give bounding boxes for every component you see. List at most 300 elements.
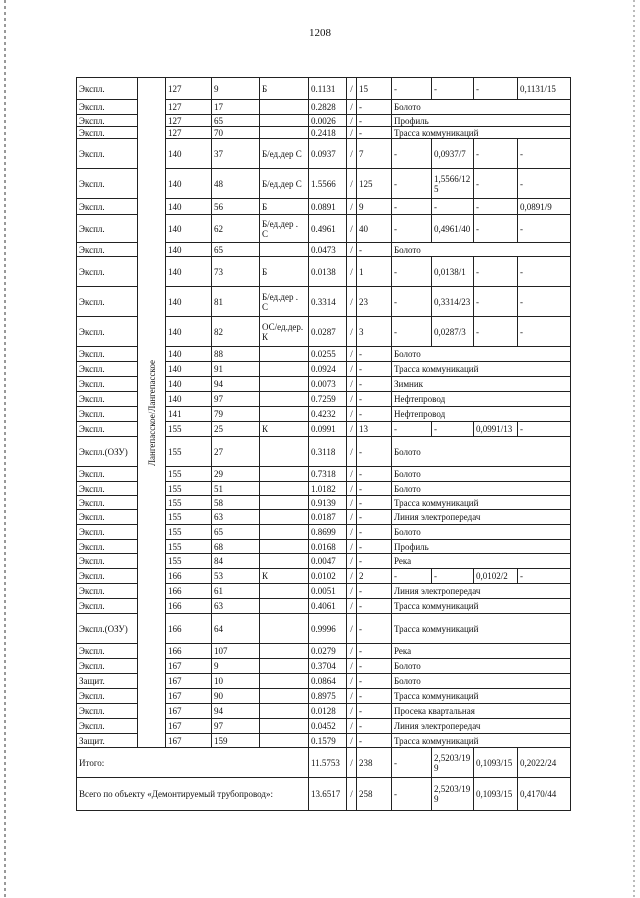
area-cell: 0.0026 xyxy=(309,115,347,127)
total-row-volume-2: 2,5203/199 xyxy=(432,748,474,778)
quarter-cell: 140 xyxy=(166,257,212,287)
separator-cell: / xyxy=(347,482,357,496)
section-cell: 94 xyxy=(212,377,260,392)
volume-cell-4: - xyxy=(518,215,571,243)
species-cell xyxy=(260,525,309,540)
count-cell: - xyxy=(357,525,392,540)
note-cell: Болото xyxy=(392,437,571,467)
separator-cell: / xyxy=(347,215,357,243)
separator-cell: / xyxy=(347,287,357,317)
quarter-cell: 127 xyxy=(166,78,212,100)
separator-cell: / xyxy=(347,115,357,127)
volume-cell-4: - xyxy=(518,169,571,199)
total-row-count: 238 xyxy=(357,748,392,778)
separator-cell: / xyxy=(347,78,357,100)
area-cell: 0.0924 xyxy=(309,362,347,377)
category-cell: Экспл. xyxy=(77,347,138,362)
count-cell: - xyxy=(357,689,392,704)
area-cell: 0.0102 xyxy=(309,569,347,584)
area-cell: 0.7259 xyxy=(309,392,347,407)
area-cell: 0.0891 xyxy=(309,199,347,215)
note-cell: Трасса коммуникаций xyxy=(392,689,571,704)
table-row xyxy=(77,78,571,100)
separator-cell: / xyxy=(347,510,357,525)
quarter-cell: 166 xyxy=(166,644,212,659)
volume-cell-4: 0,0891/9 xyxy=(518,199,571,215)
count-cell: - xyxy=(357,584,392,599)
species-cell xyxy=(260,540,309,554)
section-cell: 159 xyxy=(212,734,260,748)
volume-cell-4: - xyxy=(518,569,571,584)
quarter-cell: 155 xyxy=(166,510,212,525)
total-row-area: 11.5753 xyxy=(309,748,347,778)
species-cell xyxy=(260,377,309,392)
species-cell: Б/ед.дер . С xyxy=(260,287,309,317)
section-cell: 90 xyxy=(212,689,260,704)
species-cell xyxy=(260,362,309,377)
separator-cell: / xyxy=(347,569,357,584)
volume-cell-1: - xyxy=(392,215,432,243)
species-cell xyxy=(260,584,309,599)
quarter-cell: 155 xyxy=(166,554,212,569)
volume-cell-2: - xyxy=(432,422,474,437)
section-cell: 65 xyxy=(212,243,260,257)
category-cell: Экспл. xyxy=(77,704,138,719)
separator-cell: / xyxy=(347,599,357,614)
region-cell xyxy=(138,78,166,748)
quarter-cell: 166 xyxy=(166,569,212,584)
area-cell: 0.8699 xyxy=(309,525,347,540)
volume-cell-3: - xyxy=(474,215,518,243)
species-cell xyxy=(260,644,309,659)
region-label: Лангепасское/Лангепасское xyxy=(146,359,157,466)
species-cell: К xyxy=(260,422,309,437)
quarter-cell: 155 xyxy=(166,525,212,540)
area-cell: 0.2828 xyxy=(309,100,347,115)
species-cell xyxy=(260,614,309,644)
grand-total-row-label: Всего по объекту «Демонтируемый трубопровод»: xyxy=(77,778,309,811)
volume-cell-2: - xyxy=(432,78,474,100)
category-cell: Экспл. xyxy=(77,139,138,169)
quarter-cell: 140 xyxy=(166,287,212,317)
section-cell: 94 xyxy=(212,704,260,719)
quarter-cell: 155 xyxy=(166,482,212,496)
scan-edge-left xyxy=(4,0,6,898)
species-cell xyxy=(260,407,309,422)
species-cell xyxy=(260,704,309,719)
count-cell: - xyxy=(357,115,392,127)
volume-cell-1: - xyxy=(392,199,432,215)
area-cell: 0.1131 xyxy=(309,78,347,100)
count-cell: - xyxy=(357,377,392,392)
quarter-cell: 141 xyxy=(166,407,212,422)
separator-cell: / xyxy=(347,100,357,115)
category-cell: Экспл. xyxy=(77,659,138,674)
quarter-cell: 155 xyxy=(166,496,212,510)
volume-cell-4: 0,1131/15 xyxy=(518,78,571,100)
area-cell: 0.8975 xyxy=(309,689,347,704)
volume-cell-3: - xyxy=(474,199,518,215)
grand-total-row-volume-4: 0,4170/44 xyxy=(518,778,571,811)
section-cell: 27 xyxy=(212,437,260,467)
area-cell: 0.4961 xyxy=(309,215,347,243)
separator-cell: / xyxy=(347,496,357,510)
category-cell: Экспл. xyxy=(77,482,138,496)
separator-cell: / xyxy=(347,347,357,362)
volume-cell-2: 0,0937/7 xyxy=(432,139,474,169)
count-cell: 2 xyxy=(357,569,392,584)
note-cell: Трасса коммуникаций xyxy=(392,496,571,510)
volume-cell-4: - xyxy=(518,139,571,169)
volume-cell-1: - xyxy=(392,78,432,100)
separator-cell: / xyxy=(347,734,357,748)
count-cell: - xyxy=(357,100,392,115)
species-cell xyxy=(260,689,309,704)
note-cell: Болото xyxy=(392,525,571,540)
section-cell: 91 xyxy=(212,362,260,377)
grand-total-row xyxy=(77,778,571,811)
quarter-cell: 127 xyxy=(166,127,212,139)
category-cell: Экспл.(ОЗУ) xyxy=(77,614,138,644)
section-cell: 97 xyxy=(212,719,260,734)
count-cell: - xyxy=(357,127,392,139)
area-cell: 0.4232 xyxy=(309,407,347,422)
section-cell: 64 xyxy=(212,614,260,644)
area-cell: 0.3118 xyxy=(309,437,347,467)
grand-total-row-count: 258 xyxy=(357,778,392,811)
quarter-cell: 127 xyxy=(166,100,212,115)
species-cell xyxy=(260,243,309,257)
area-cell: 0.0073 xyxy=(309,377,347,392)
section-cell: 53 xyxy=(212,569,260,584)
count-cell: - xyxy=(357,392,392,407)
count-cell: - xyxy=(357,437,392,467)
land-plot-table xyxy=(76,77,571,811)
category-cell: Экспл. xyxy=(77,584,138,599)
volume-cell-3: 0,0102/2 xyxy=(474,569,518,584)
area-cell: 0.7318 xyxy=(309,467,347,482)
volume-cell-2: 0,0138/1 xyxy=(432,257,474,287)
count-cell: - xyxy=(357,362,392,377)
separator-cell: / xyxy=(347,377,357,392)
note-cell: Болото xyxy=(392,347,571,362)
area-cell: 0.0473 xyxy=(309,243,347,257)
category-cell: Экспл. xyxy=(77,599,138,614)
section-cell: 17 xyxy=(212,100,260,115)
volume-cell-3: - xyxy=(474,317,518,347)
total-row-volume-1: - xyxy=(392,748,432,778)
separator-cell: / xyxy=(347,719,357,734)
count-cell: 3 xyxy=(357,317,392,347)
quarter-cell: 140 xyxy=(166,347,212,362)
volume-cell-3: - xyxy=(474,257,518,287)
page-number: 1208 xyxy=(309,27,331,39)
species-cell: Б/ед.дер С xyxy=(260,169,309,199)
note-cell: Болото xyxy=(392,674,571,689)
count-cell: 13 xyxy=(357,422,392,437)
area-cell: 0.0168 xyxy=(309,540,347,554)
area-cell: 0.0287 xyxy=(309,317,347,347)
count-cell: - xyxy=(357,510,392,525)
volume-cell-3: - xyxy=(474,139,518,169)
category-cell: Экспл. xyxy=(77,407,138,422)
note-cell: Трасса коммуникаций xyxy=(392,614,571,644)
area-cell: 1.0182 xyxy=(309,482,347,496)
category-cell: Экспл. xyxy=(77,554,138,569)
count-cell: - xyxy=(357,734,392,748)
separator-cell: / xyxy=(347,704,357,719)
quarter-cell: 155 xyxy=(166,540,212,554)
separator-cell: / xyxy=(347,437,357,467)
quarter-cell: 140 xyxy=(166,139,212,169)
area-cell: 0.2418 xyxy=(309,127,347,139)
species-cell: Б xyxy=(260,199,309,215)
category-cell: Экспл. xyxy=(77,525,138,540)
species-cell xyxy=(260,467,309,482)
section-cell: 51 xyxy=(212,482,260,496)
category-cell: Экспл. xyxy=(77,377,138,392)
note-cell: Просека квартальная xyxy=(392,704,571,719)
area-cell: 0.1579 xyxy=(309,734,347,748)
quarter-cell: 155 xyxy=(166,437,212,467)
volume-cell-1: - xyxy=(392,287,432,317)
area-cell: 0.3314 xyxy=(309,287,347,317)
species-cell: Б/ед.дер С xyxy=(260,139,309,169)
separator-cell: / xyxy=(347,139,357,169)
note-cell: Зимник xyxy=(392,377,571,392)
volume-cell-1: - xyxy=(392,422,432,437)
species-cell xyxy=(260,554,309,569)
volume-cell-1: - xyxy=(392,139,432,169)
section-cell: 81 xyxy=(212,287,260,317)
separator-cell: / xyxy=(347,467,357,482)
species-cell xyxy=(260,482,309,496)
note-cell: Болото xyxy=(392,243,571,257)
quarter-cell: 167 xyxy=(166,689,212,704)
volume-cell-3: - xyxy=(474,78,518,100)
section-cell: 82 xyxy=(212,317,260,347)
section-cell: 63 xyxy=(212,510,260,525)
count-cell: - xyxy=(357,496,392,510)
note-cell: Трасса коммуникаций xyxy=(392,734,571,748)
species-cell xyxy=(260,437,309,467)
section-cell: 37 xyxy=(212,139,260,169)
separator-cell: / xyxy=(347,169,357,199)
species-cell xyxy=(260,719,309,734)
area-cell: 0.0279 xyxy=(309,644,347,659)
quarter-cell: 127 xyxy=(166,115,212,127)
category-cell: Экспл. xyxy=(77,510,138,525)
category-cell: Экспл. xyxy=(77,540,138,554)
category-cell: Экспл. xyxy=(77,287,138,317)
count-cell: - xyxy=(357,659,392,674)
count-cell: - xyxy=(357,243,392,257)
category-cell: Экспл. xyxy=(77,362,138,377)
note-cell: Река xyxy=(392,554,571,569)
separator-cell: / xyxy=(347,525,357,540)
species-cell: К xyxy=(260,569,309,584)
count-cell: - xyxy=(357,554,392,569)
quarter-cell: 166 xyxy=(166,584,212,599)
separator-cell: / xyxy=(347,362,357,377)
area-cell: 0.0937 xyxy=(309,139,347,169)
grand-total-row-volume-2: 2,5203/199 xyxy=(432,778,474,811)
total-row xyxy=(77,748,571,778)
species-cell xyxy=(260,734,309,748)
species-cell xyxy=(260,674,309,689)
count-cell: - xyxy=(357,540,392,554)
separator-cell: / xyxy=(347,243,357,257)
note-cell: Профиль xyxy=(392,540,571,554)
note-cell: Трасса коммуникаций xyxy=(392,127,571,139)
count-cell: - xyxy=(357,467,392,482)
count-cell: - xyxy=(357,347,392,362)
separator-cell: / xyxy=(347,644,357,659)
count-cell: - xyxy=(357,599,392,614)
section-cell: 88 xyxy=(212,347,260,362)
separator-cell: / xyxy=(347,689,357,704)
area-cell: 0.3704 xyxy=(309,659,347,674)
section-cell: 58 xyxy=(212,496,260,510)
species-cell xyxy=(260,496,309,510)
quarter-cell: 140 xyxy=(166,362,212,377)
species-cell xyxy=(260,599,309,614)
total-row-volume-3: 0,1093/15 xyxy=(474,748,518,778)
section-cell: 84 xyxy=(212,554,260,569)
grand-total-row-volume-1: - xyxy=(392,778,432,811)
area-cell: 0.0047 xyxy=(309,554,347,569)
quarter-cell: 140 xyxy=(166,215,212,243)
count-cell: 15 xyxy=(357,78,392,100)
category-cell: Защит. xyxy=(77,734,138,748)
separator-cell: / xyxy=(347,317,357,347)
note-cell: Болото xyxy=(392,467,571,482)
count-cell: - xyxy=(357,614,392,644)
section-cell: 79 xyxy=(212,407,260,422)
species-cell xyxy=(260,659,309,674)
category-cell: Экспл. xyxy=(77,317,138,347)
category-cell: Экспл. xyxy=(77,215,138,243)
category-cell: Экспл. xyxy=(77,169,138,199)
section-cell: 10 xyxy=(212,674,260,689)
quarter-cell: 155 xyxy=(166,467,212,482)
table-body xyxy=(77,78,571,811)
count-cell: 125 xyxy=(357,169,392,199)
category-cell: Экспл. xyxy=(77,78,138,100)
category-cell: Экспл. xyxy=(77,467,138,482)
section-cell: 73 xyxy=(212,257,260,287)
scan-edge-right xyxy=(633,0,635,898)
count-cell: - xyxy=(357,719,392,734)
area-cell: 0.0255 xyxy=(309,347,347,362)
volume-cell-3: - xyxy=(474,169,518,199)
category-cell: Экспл. xyxy=(77,257,138,287)
note-cell: Нефтепровод xyxy=(392,407,571,422)
area-cell: 0.4061 xyxy=(309,599,347,614)
species-cell xyxy=(260,510,309,525)
category-cell: Защит. xyxy=(77,674,138,689)
category-cell: Экспл. xyxy=(77,689,138,704)
category-cell: Экспл. xyxy=(77,496,138,510)
separator-cell: / xyxy=(347,540,357,554)
quarter-cell: 167 xyxy=(166,674,212,689)
quarter-cell: 167 xyxy=(166,659,212,674)
total-row-label: Итого: xyxy=(77,748,309,778)
quarter-cell: 167 xyxy=(166,704,212,719)
note-cell: Трасса коммуникаций xyxy=(392,599,571,614)
section-cell: 68 xyxy=(212,540,260,554)
category-cell: Экспл. xyxy=(77,392,138,407)
separator-cell: / xyxy=(347,584,357,599)
volume-cell-2: 1,5566/125 xyxy=(432,169,474,199)
section-cell: 48 xyxy=(212,169,260,199)
section-cell: 65 xyxy=(212,115,260,127)
category-cell: Экспл. xyxy=(77,644,138,659)
species-cell xyxy=(260,347,309,362)
total-row-volume-4: 0,2022/24 xyxy=(518,748,571,778)
count-cell: - xyxy=(357,407,392,422)
species-cell: Б/ед.дер . С xyxy=(260,215,309,243)
section-cell: 61 xyxy=(212,584,260,599)
note-cell: Болото xyxy=(392,659,571,674)
separator-cell: / xyxy=(347,407,357,422)
note-cell: Профиль xyxy=(392,115,571,127)
volume-cell-2: 0,3314/23 xyxy=(432,287,474,317)
section-cell: 9 xyxy=(212,659,260,674)
quarter-cell: 140 xyxy=(166,377,212,392)
note-cell: Линия электропередач xyxy=(392,510,571,525)
quarter-cell: 140 xyxy=(166,392,212,407)
total-row-separator: / xyxy=(347,748,357,778)
area-cell: 0.0187 xyxy=(309,510,347,525)
count-cell: 23 xyxy=(357,287,392,317)
separator-cell: / xyxy=(347,674,357,689)
area-cell: 0.9996 xyxy=(309,614,347,644)
separator-cell: / xyxy=(347,392,357,407)
area-cell: 0.0128 xyxy=(309,704,347,719)
volume-cell-4: - xyxy=(518,257,571,287)
area-cell: 0.0991 xyxy=(309,422,347,437)
note-cell: Нефтепровод xyxy=(392,392,571,407)
section-cell: 70 xyxy=(212,127,260,139)
grand-total-row-separator: / xyxy=(347,778,357,811)
separator-cell: / xyxy=(347,199,357,215)
species-cell xyxy=(260,100,309,115)
quarter-cell: 167 xyxy=(166,719,212,734)
area-cell: 0.0051 xyxy=(309,584,347,599)
volume-cell-2: - xyxy=(432,199,474,215)
volume-cell-4: - xyxy=(518,317,571,347)
quarter-cell: 155 xyxy=(166,422,212,437)
count-cell: 9 xyxy=(357,199,392,215)
volume-cell-1: - xyxy=(392,169,432,199)
note-cell: Линия электропередач xyxy=(392,719,571,734)
volume-cell-4: - xyxy=(518,287,571,317)
note-cell: Болото xyxy=(392,100,571,115)
area-cell: 0.0138 xyxy=(309,257,347,287)
category-cell: Экспл. xyxy=(77,569,138,584)
section-cell: 9 xyxy=(212,78,260,100)
species-cell: Б xyxy=(260,257,309,287)
species-cell xyxy=(260,392,309,407)
volume-cell-1: - xyxy=(392,257,432,287)
section-cell: 25 xyxy=(212,422,260,437)
quarter-cell: 140 xyxy=(166,199,212,215)
section-cell: 56 xyxy=(212,199,260,215)
area-cell: 0.0864 xyxy=(309,674,347,689)
section-cell: 65 xyxy=(212,525,260,540)
section-cell: 29 xyxy=(212,467,260,482)
